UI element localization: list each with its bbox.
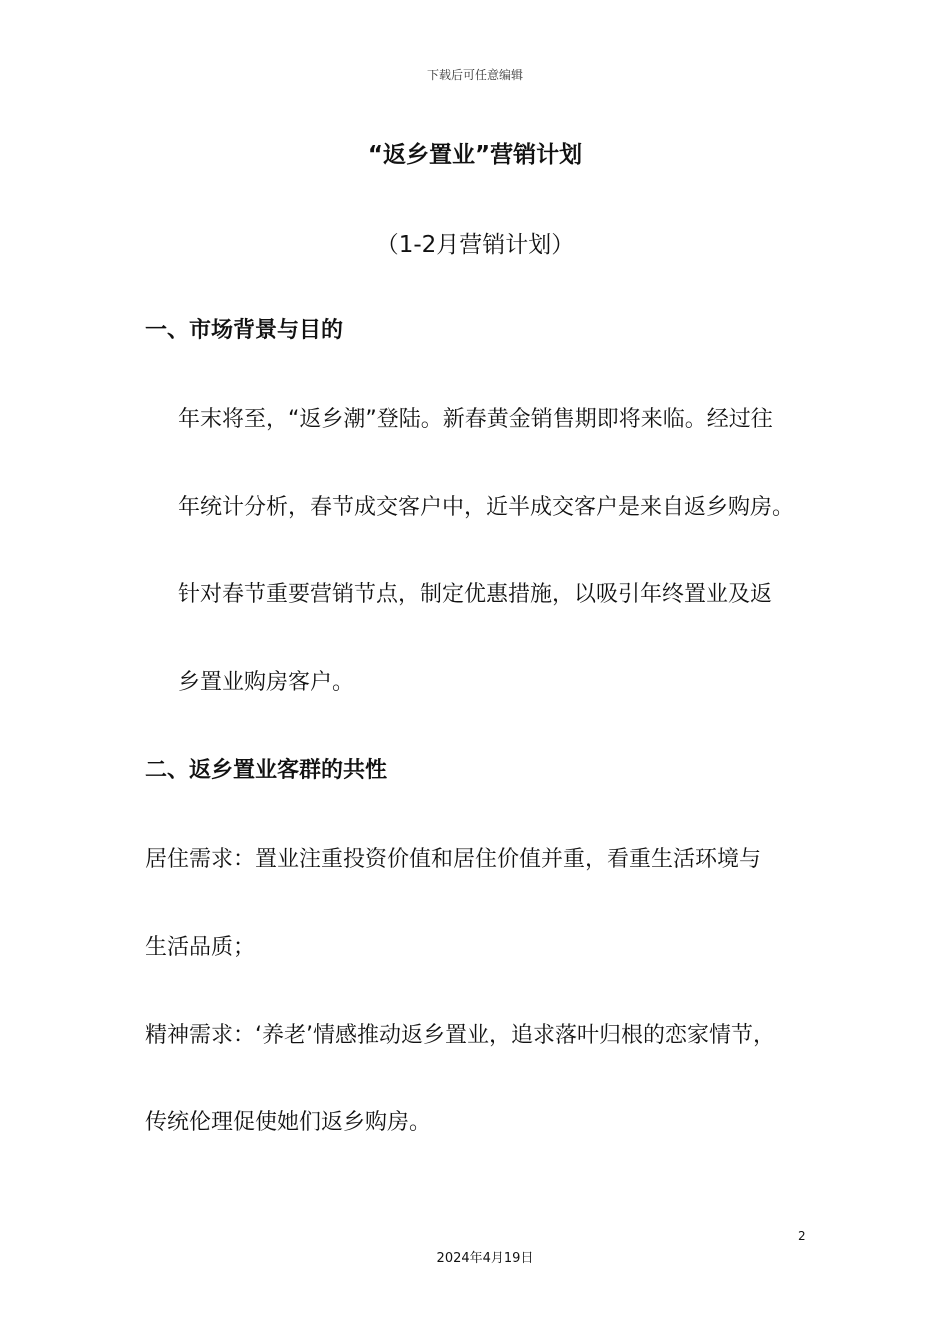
footer-date: 2024年4月19日 [436,1251,534,1266]
paragraph-line: 精神需求：‘养老’情感推动返乡置业，追求落叶归根的恋家情节， [145,1023,775,1048]
section-heading-customer-traits: 二、返乡置业客群的共性 [145,758,388,783]
paragraph-line: 年统计分析，春节成交客户中，近半成交客户是来自返乡购房。 [178,495,795,520]
page-number: 2 [798,1229,806,1243]
paragraph-line: 年末将至，“返乡潮”登陆。新春黄金销售期即将来临。经过往 [178,407,773,432]
paragraph-line: 针对春节重要营销节点，制定优惠措施，以吸引年终置业及返 [178,582,773,607]
paragraph-line: 传统伦理促使她们返乡购房。 [145,1110,432,1135]
paragraph-line: 乡置业购房客户。 [178,670,355,695]
header-note: 下载后可任意编辑 [426,68,523,82]
paragraph-line: 生活品质； [145,935,256,960]
document-subtitle: （1-2月营销计划） [375,232,575,258]
paragraph-line: 居住需求：置业注重投资价值和居住价值并重，看重生活环境与 [145,847,762,872]
section-heading-market-background: 一、市场背景与目的 [145,318,344,343]
document-title: “返乡置业”营销计划 [367,142,583,168]
